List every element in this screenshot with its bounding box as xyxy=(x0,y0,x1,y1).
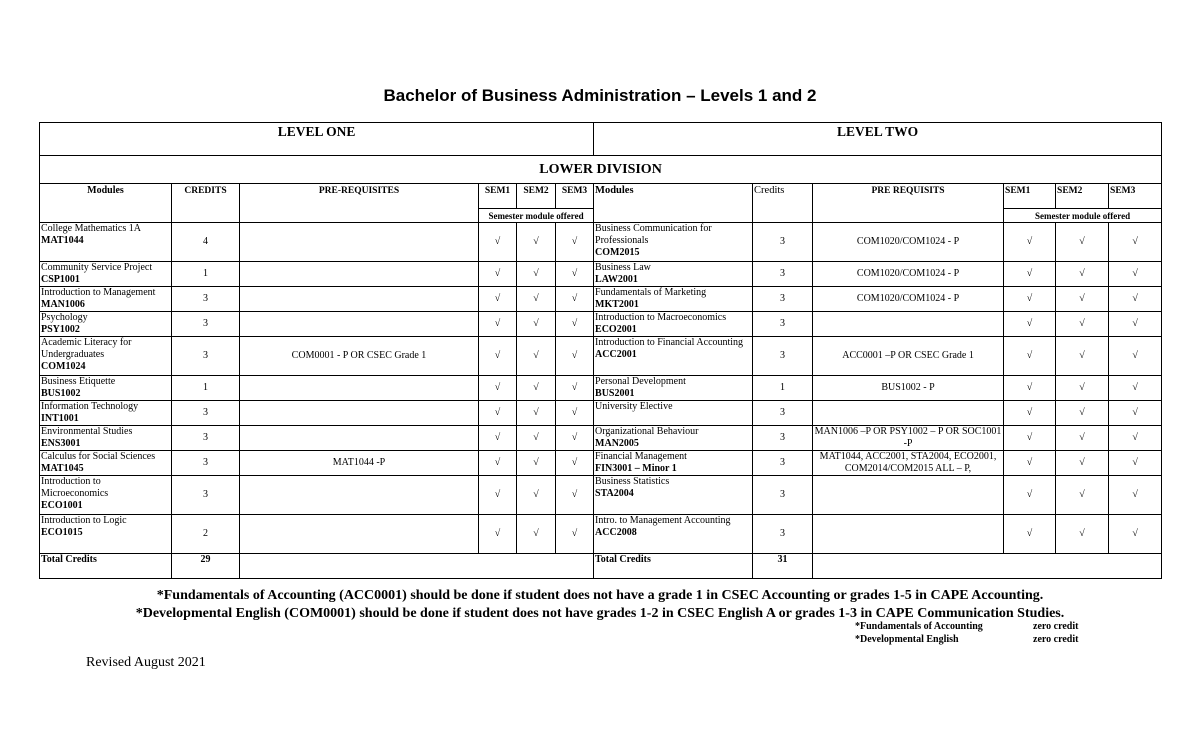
semester-offered-right: Semester module offered xyxy=(1004,209,1162,223)
table-row xyxy=(40,223,1162,262)
right-credits: 3 xyxy=(753,337,813,376)
col-prereq-left: PRE-REQUISITES xyxy=(240,184,479,223)
left-prerequisites xyxy=(240,287,479,312)
left-sem1-check: √ xyxy=(479,337,517,376)
left-sem2-check: √ xyxy=(517,223,556,262)
table-row xyxy=(40,376,1162,401)
col-prereq-right: PRE REQUISITS xyxy=(813,184,1004,223)
left-sem3-check: √ xyxy=(556,401,594,426)
left-module-cell xyxy=(40,515,172,554)
right-credits: 3 xyxy=(753,451,813,476)
left-module-name: College Mathematics 1A xyxy=(41,223,141,234)
right-sem1-check: √ xyxy=(1004,401,1056,426)
col-sem3-left: SEM3 xyxy=(556,184,594,209)
curriculum-table xyxy=(39,122,1162,579)
right-module-code: ACC2008 xyxy=(595,527,637,538)
right-sem2-check: √ xyxy=(1056,287,1109,312)
right-sem3-check: √ xyxy=(1109,223,1162,262)
left-credits: 3 xyxy=(172,287,240,312)
col-modules-left: Modules xyxy=(40,184,172,223)
right-sem2-check: √ xyxy=(1056,401,1109,426)
left-sem2-check: √ xyxy=(517,312,556,337)
col-sem3-right: SEM3 xyxy=(1109,184,1162,209)
left-total-label: Total Credits xyxy=(40,554,172,579)
left-module-name: Community Service Project xyxy=(41,262,153,273)
right-module-name: Fundamentals of Marketing xyxy=(595,287,707,298)
right-module-cell xyxy=(594,223,753,262)
right-module-code: STA2004 xyxy=(595,488,634,499)
left-prerequisites: MAT1044 -P xyxy=(240,451,479,476)
right-module-code: MKT2001 xyxy=(595,299,639,310)
left-sem1-check: √ xyxy=(479,376,517,401)
left-module-name: Environmental Studies xyxy=(41,426,133,437)
right-sem1-check: √ xyxy=(1004,262,1056,287)
left-module-code: PSY1002 xyxy=(41,324,80,335)
left-sem1-check: √ xyxy=(479,312,517,337)
right-credits: 3 xyxy=(753,426,813,451)
right-module-code: MAN2005 xyxy=(595,438,639,449)
left-credits: 3 xyxy=(172,426,240,451)
right-sem3-check: √ xyxy=(1109,451,1162,476)
right-sem3-check: √ xyxy=(1109,515,1162,554)
right-sem1-check: √ xyxy=(1004,312,1056,337)
left-module-code: MAN1006 xyxy=(41,299,85,310)
right-module-name: Organizational Behaviour xyxy=(595,426,699,437)
right-total-credits: 31 xyxy=(753,554,813,579)
left-module-name: Academic Literacy for Undergraduates xyxy=(41,337,132,360)
left-module-name: Introduction to Management xyxy=(41,287,156,298)
left-module-name: Psychology xyxy=(41,312,88,323)
left-sem3-check: √ xyxy=(556,515,594,554)
right-sem2-check: √ xyxy=(1056,262,1109,287)
left-module-code: ECO1001 xyxy=(41,500,83,511)
left-sem1-check: √ xyxy=(479,262,517,287)
division-header: LOWER DIVISION xyxy=(40,156,1162,184)
left-module-code: ENS3001 xyxy=(41,438,81,449)
right-credits: 3 xyxy=(753,223,813,262)
right-sem2-check: √ xyxy=(1056,337,1109,376)
left-credits: 3 xyxy=(172,451,240,476)
right-module-cell xyxy=(594,451,753,476)
right-module-cell xyxy=(594,262,753,287)
right-prerequisites: MAT1044, ACC2001, STA2004, ECO2001, COM2014/COM2015 ALL – P, xyxy=(813,451,1004,476)
right-module-name: Business Communication for Professionals xyxy=(595,223,712,246)
legend-credit: zero credit xyxy=(1033,634,1079,645)
right-sem3-check: √ xyxy=(1109,262,1162,287)
right-module-cell xyxy=(594,401,753,426)
right-sem3-check: √ xyxy=(1109,401,1162,426)
left-sem2-check: √ xyxy=(517,262,556,287)
table-row xyxy=(40,287,1162,312)
right-module-cell xyxy=(594,312,753,337)
right-sem1-check: √ xyxy=(1004,451,1056,476)
col-sem1-right: SEM1 xyxy=(1004,184,1056,209)
right-sem3-check: √ xyxy=(1109,337,1162,376)
right-credits: 3 xyxy=(753,312,813,337)
right-credits: 3 xyxy=(753,476,813,515)
right-sem2-check: √ xyxy=(1056,376,1109,401)
right-sem2-check: √ xyxy=(1056,312,1109,337)
left-module-code: INT1001 xyxy=(41,413,79,424)
right-prerequisites xyxy=(813,476,1004,515)
right-sem3-check: √ xyxy=(1109,476,1162,515)
left-sem2-check: √ xyxy=(517,376,556,401)
legend-course: *Developmental English xyxy=(855,634,959,645)
right-module-cell xyxy=(594,515,753,554)
right-module-name: Intro. to Management Accounting xyxy=(595,515,731,526)
left-credits: 3 xyxy=(172,312,240,337)
left-prerequisites xyxy=(240,515,479,554)
right-credits: 3 xyxy=(753,262,813,287)
left-module-code: ECO1015 xyxy=(41,527,83,538)
left-sem2-check: √ xyxy=(517,287,556,312)
left-module-code: CSP1001 xyxy=(41,274,80,285)
zero-credit-legend xyxy=(855,620,1078,646)
left-module-cell xyxy=(40,223,172,262)
left-module-code: MAT1045 xyxy=(41,463,84,474)
right-module-cell xyxy=(594,337,753,376)
right-sem2-check: √ xyxy=(1056,426,1109,451)
left-credits: 4 xyxy=(172,223,240,262)
left-prerequisites xyxy=(240,223,479,262)
col-modules-right: Modules xyxy=(594,184,753,223)
right-module-cell xyxy=(594,426,753,451)
right-sem1-check: √ xyxy=(1004,223,1056,262)
left-module-name: Business Etiquette xyxy=(41,376,116,387)
left-sem3-check: √ xyxy=(556,451,594,476)
right-module-cell xyxy=(594,476,753,515)
right-module-name: Introduction to Macroeconomics xyxy=(595,312,727,323)
left-sem3-check: √ xyxy=(556,476,594,515)
right-module-code: FIN3001 – Minor 1 xyxy=(595,463,677,474)
left-sem1-check: √ xyxy=(479,476,517,515)
right-module-name: University Elective xyxy=(595,401,673,412)
left-module-code: MAT1044 xyxy=(41,235,84,246)
right-module-code: COM2015 xyxy=(595,247,640,258)
table-row xyxy=(40,401,1162,426)
col-sem1-left: SEM1 xyxy=(479,184,517,209)
right-module-name: Business Law xyxy=(595,262,651,273)
left-module-cell xyxy=(40,476,172,515)
left-sem3-check: √ xyxy=(556,262,594,287)
left-sem3-check: √ xyxy=(556,312,594,337)
note-accounting: *Fundamentals of Accounting (ACC0001) should be done if student does not have a grade 1 in CSEC Accounting or grades 1-5 in CAPE Accounting. xyxy=(156,588,1044,603)
left-credits: 3 xyxy=(172,337,240,376)
right-module-cell xyxy=(594,287,753,312)
left-module-name: Introduction to Logic xyxy=(41,515,127,526)
left-total-credits: 29 xyxy=(172,554,240,579)
table-row xyxy=(40,337,1162,376)
right-sem2-check: √ xyxy=(1056,451,1109,476)
right-sem1-check: √ xyxy=(1004,337,1056,376)
right-sem2-check: √ xyxy=(1056,515,1109,554)
note-english: *Developmental English (COM0001) should be done if student does not have grades 1-2 in CSEC English A or grades 1-3 in CAPE Communication Studies. xyxy=(135,606,1065,621)
right-sem2-check: √ xyxy=(1056,223,1109,262)
right-credits: 3 xyxy=(753,401,813,426)
left-sem1-check: √ xyxy=(479,426,517,451)
left-sem1-check: √ xyxy=(479,401,517,426)
left-module-cell xyxy=(40,376,172,401)
right-prerequisites xyxy=(813,312,1004,337)
left-prerequisites xyxy=(240,312,479,337)
left-module-cell xyxy=(40,337,172,376)
right-prerequisites xyxy=(813,515,1004,554)
right-credits: 3 xyxy=(753,515,813,554)
right-prerequisites: BUS1002 - P xyxy=(813,376,1004,401)
right-prerequisites: COM1020/COM1024 - P xyxy=(813,287,1004,312)
left-module-name: Introduction to Microeconomics xyxy=(41,476,109,499)
right-sem1-check: √ xyxy=(1004,476,1056,515)
left-module-cell xyxy=(40,401,172,426)
left-sem2-check: √ xyxy=(517,401,556,426)
left-module-cell xyxy=(40,287,172,312)
right-module-name: Personal Development xyxy=(595,376,686,387)
left-prerequisites xyxy=(240,376,479,401)
left-sem2-check: √ xyxy=(517,451,556,476)
right-sem1-check: √ xyxy=(1004,287,1056,312)
left-sem3-check: √ xyxy=(556,223,594,262)
left-sem1-check: √ xyxy=(479,515,517,554)
left-sem1-check: √ xyxy=(479,287,517,312)
level-two-header: LEVEL TWO xyxy=(594,123,1162,156)
right-module-code: LAW2001 xyxy=(595,274,638,285)
left-credits: 3 xyxy=(172,401,240,426)
left-credits: 1 xyxy=(172,376,240,401)
right-module-code: BUS2001 xyxy=(595,388,635,399)
left-credits: 3 xyxy=(172,476,240,515)
right-prerequisites xyxy=(813,401,1004,426)
right-prerequisites: COM1020/COM1024 - P xyxy=(813,223,1004,262)
right-module-code: ACC2001 xyxy=(595,349,637,360)
right-credits: 3 xyxy=(753,287,813,312)
left-sem3-check: √ xyxy=(556,426,594,451)
left-module-name: Calculus for Social Sciences xyxy=(41,451,156,462)
right-module-cell xyxy=(594,376,753,401)
left-sem3-check: √ xyxy=(556,376,594,401)
level-one-header: LEVEL ONE xyxy=(40,123,594,156)
left-sem1-check: √ xyxy=(479,451,517,476)
left-sem2-check: √ xyxy=(517,515,556,554)
left-module-cell xyxy=(40,312,172,337)
notes xyxy=(0,587,1200,623)
left-module-code: COM1024 xyxy=(41,361,86,372)
left-sem3-check: √ xyxy=(556,337,594,376)
left-credits: 2 xyxy=(172,515,240,554)
left-prerequisites: COM0001 - P OR CSEC Grade 1 xyxy=(240,337,479,376)
left-module-cell xyxy=(40,451,172,476)
right-total-empty xyxy=(813,554,1162,579)
legend-course: *Fundamentals of Accounting xyxy=(855,621,983,632)
page-title: Bachelor of Business Administration – Levels 1 and 2 xyxy=(383,86,817,105)
col-sem2-left: SEM2 xyxy=(517,184,556,209)
right-module-name: Financial Management xyxy=(595,451,687,462)
legend-row xyxy=(855,633,1078,646)
semester-offered-left: Semester module offered xyxy=(479,209,594,223)
left-prerequisites xyxy=(240,401,479,426)
right-sem3-check: √ xyxy=(1109,312,1162,337)
right-total-label: Total Credits xyxy=(594,554,753,579)
left-sem2-check: √ xyxy=(517,337,556,376)
left-module-cell xyxy=(40,262,172,287)
right-module-name: Introduction to Financial Accounting xyxy=(595,337,744,348)
left-prerequisites xyxy=(240,262,479,287)
table-row xyxy=(40,426,1162,451)
right-sem3-check: √ xyxy=(1109,376,1162,401)
col-credits-right: Credits xyxy=(753,184,813,223)
left-prerequisites xyxy=(240,476,479,515)
right-sem1-check: √ xyxy=(1004,376,1056,401)
right-prerequisites: ACC0001 –P OR CSEC Grade 1 xyxy=(813,337,1004,376)
left-sem3-check: √ xyxy=(556,287,594,312)
table-row xyxy=(40,262,1162,287)
right-sem3-check: √ xyxy=(1109,426,1162,451)
left-module-code: BUS1002 xyxy=(41,388,81,399)
left-credits: 1 xyxy=(172,262,240,287)
right-module-name: Business Statistics xyxy=(595,476,670,487)
right-module-code: ECO2001 xyxy=(595,324,637,335)
right-sem2-check: √ xyxy=(1056,476,1109,515)
left-sem2-check: √ xyxy=(517,476,556,515)
table-row xyxy=(40,515,1162,554)
right-sem1-check: √ xyxy=(1004,426,1056,451)
legend-row xyxy=(855,620,1078,633)
right-credits: 1 xyxy=(753,376,813,401)
revision-date: Revised August 2021 xyxy=(86,655,206,670)
table-row xyxy=(40,451,1162,476)
left-module-name: Information Technology xyxy=(41,401,139,412)
table-row xyxy=(40,476,1162,515)
left-module-cell xyxy=(40,426,172,451)
col-credits-left: CREDITS xyxy=(172,184,240,223)
right-prerequisites: COM1020/COM1024 - P xyxy=(813,262,1004,287)
left-prerequisites xyxy=(240,426,479,451)
right-prerequisites: MAN1006 –P OR PSY1002 – P OR SOC1001 -P xyxy=(813,426,1004,451)
legend-credit: zero credit xyxy=(1033,621,1079,632)
right-sem3-check: √ xyxy=(1109,287,1162,312)
col-sem2-right: SEM2 xyxy=(1056,184,1109,209)
right-sem1-check: √ xyxy=(1004,515,1056,554)
left-sem1-check: √ xyxy=(479,223,517,262)
totals-row xyxy=(40,554,1162,579)
left-total-empty xyxy=(240,554,594,579)
table-row xyxy=(40,312,1162,337)
left-sem2-check: √ xyxy=(517,426,556,451)
